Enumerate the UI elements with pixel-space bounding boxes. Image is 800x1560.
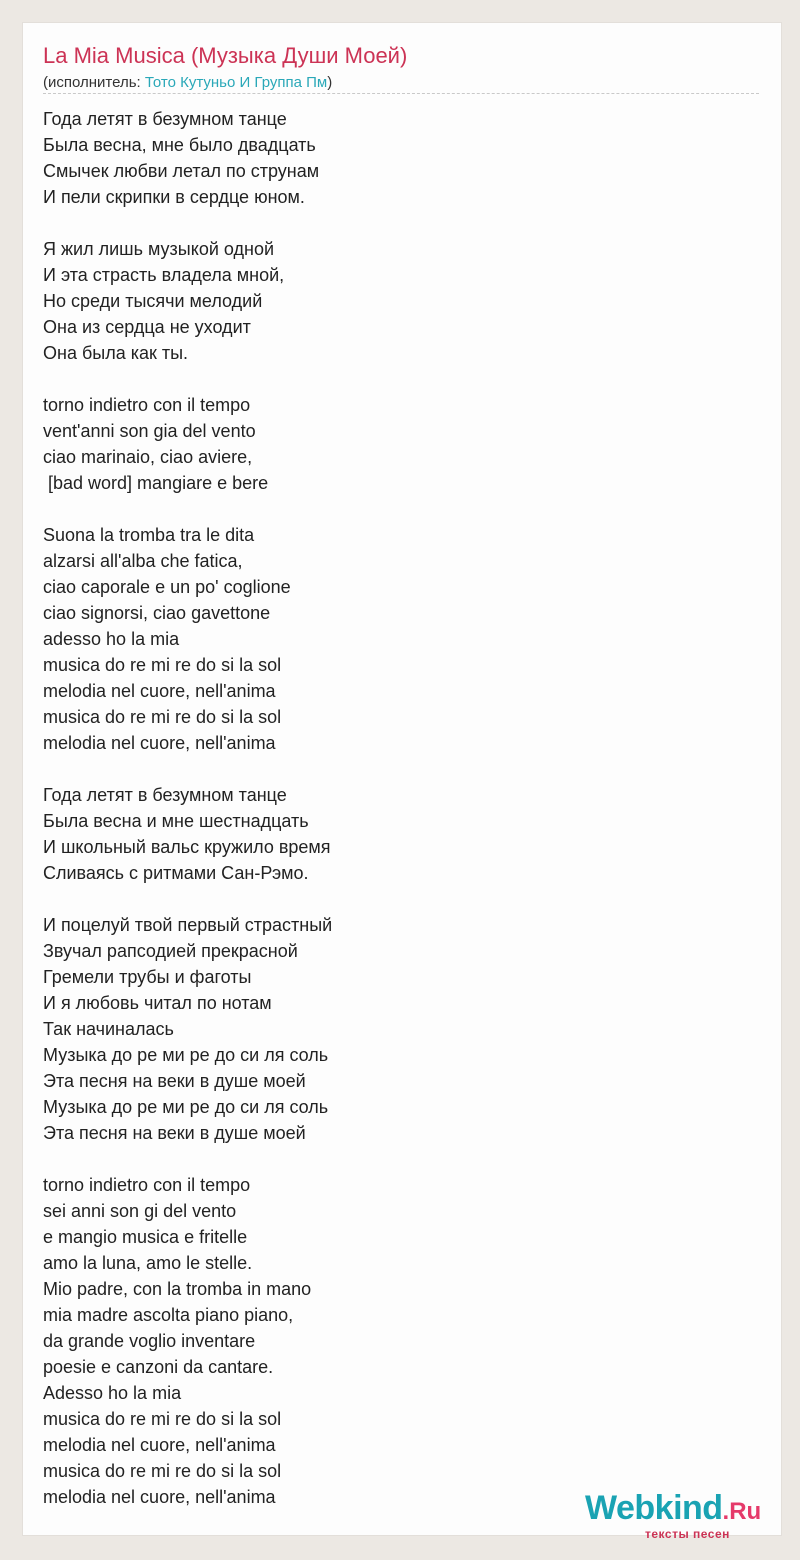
lyric-line: melodia nel cuore, nell'anima xyxy=(43,733,276,753)
lyric-line: Я жил лишь музыкой одной xyxy=(43,239,275,259)
lyric-line: melodia nel cuore, nell'anima xyxy=(43,1435,276,1455)
lyric-line: ciao marinaio, ciao aviere, xyxy=(43,447,253,467)
lyric-line: Эта песня на веки в душе моей xyxy=(43,1071,306,1091)
lyrics-page xyxy=(22,22,782,1541)
lyric-line: Гремели трубы и фаготы xyxy=(43,967,252,987)
lyric-line: Эта песня на веки в душе моей xyxy=(43,1123,306,1143)
lyric-line: Она была как ты. xyxy=(43,343,189,363)
lyric-line: musica do re mi re do si la sol xyxy=(43,1409,282,1429)
artist-link[interactable]: Тото Кутуньо И Группа Пм xyxy=(144,74,328,91)
lyric-line: Mio padre, con la tromba in mano xyxy=(43,1279,312,1299)
lyric-line: Была весна, мне было двадцать xyxy=(43,135,316,155)
logo-name: Webkind xyxy=(585,1489,723,1527)
lyric-line: amo la luna, amo le stelle. xyxy=(43,1253,253,1273)
title-divider xyxy=(43,93,759,94)
lyric-line: Suona la tromba tra le dita xyxy=(43,525,255,545)
lyric-line: И я любовь читал по нотам xyxy=(43,993,272,1013)
lyric-line: И поцелуй твой первый страстный xyxy=(43,915,333,935)
artist-prefix: (исполнитель: xyxy=(43,74,145,91)
stanza-gap xyxy=(43,496,332,522)
lyric-line: Adesso ho la mia xyxy=(43,1383,182,1403)
lyric-line: torno indietro con il tempo xyxy=(43,1175,251,1195)
site-logo[interactable] xyxy=(585,1489,762,1541)
lyric-line: adesso ho la mia xyxy=(43,629,180,649)
lyric-line: musica do re mi re do si la sol xyxy=(43,707,282,727)
artist-byline xyxy=(43,74,332,91)
stanza-gap xyxy=(43,756,332,782)
lyric-line: Она из сердца не уходит xyxy=(43,317,251,337)
lyrics-body xyxy=(43,106,332,1510)
lyric-line: Была весна и мне шестнадцать xyxy=(43,811,309,831)
lyric-line: Музыка до ре ми ре до си ля соль xyxy=(43,1045,329,1065)
stanza-gap xyxy=(43,886,332,912)
lyric-line: melodia nel cuore, nell'anima xyxy=(43,1487,276,1507)
lyric-line: Смычек любви летал по струнам xyxy=(43,161,320,181)
stanza-gap xyxy=(43,366,332,392)
stanza-gap xyxy=(43,1146,332,1172)
lyric-line: И школьный вальс кружило время xyxy=(43,837,331,857)
lyric-line: alzarsi all'alba che fatica, xyxy=(43,551,243,571)
lyric-line: И пели скрипки в сердце юном. xyxy=(43,187,305,207)
artist-suffix: ) xyxy=(327,74,333,91)
lyric-line: poesie e canzoni da cantare. xyxy=(43,1357,274,1377)
lyric-line: Но среди тысячи мелодий xyxy=(43,291,263,311)
lyric-line: e mangio musica e fritelle xyxy=(43,1227,248,1247)
lyric-line: ciao caporale e un po' coglione xyxy=(43,577,291,597)
lyric-line: vent'anni son gia del vento xyxy=(43,421,256,441)
song-title: La Mia Musica (Музыка Души Моей) xyxy=(43,43,408,68)
lyric-line: Сливаясь с ритмами Сан-Рэмо. xyxy=(43,863,309,883)
lyric-line: Звучал рапсодией прекрасной xyxy=(43,941,298,961)
logo-tld: .Ru xyxy=(722,1498,762,1525)
lyric-line: mia madre ascolta piano piano, xyxy=(43,1305,294,1325)
lyric-line: Музыка до ре ми ре до си ля соль xyxy=(43,1097,329,1117)
lyric-line: da grande voglio inventare xyxy=(43,1331,256,1351)
lyric-line: Так начиналась xyxy=(43,1019,174,1039)
lyric-line: И эта страсть владела мной, xyxy=(43,265,285,285)
lyric-line: sei anni son gi del vento xyxy=(43,1201,237,1221)
logo-tagline: тексты песен xyxy=(645,1527,730,1541)
lyric-line: musica do re mi re do si la sol xyxy=(43,1461,282,1481)
lyric-line: ciao signorsi, ciao gavettone xyxy=(43,603,271,623)
stanza-gap xyxy=(43,210,332,236)
lyric-line: [bad word] mangiare e bere xyxy=(43,473,269,493)
lyric-line: musica do re mi re do si la sol xyxy=(43,655,282,675)
lyric-line: torno indietro con il tempo xyxy=(43,395,251,415)
lyric-line: Года летят в безумном танце xyxy=(43,109,287,129)
lyric-line: Года летят в безумном танце xyxy=(43,785,287,805)
lyric-line: melodia nel cuore, nell'anima xyxy=(43,681,276,701)
